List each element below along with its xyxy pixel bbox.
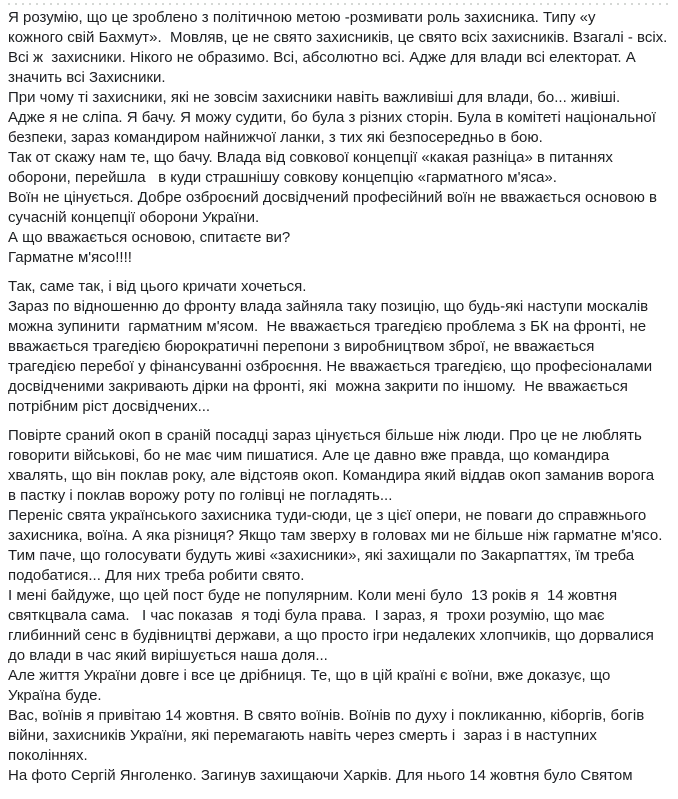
post-line: вважається трагедією бюрократичні перепони з виробництвом зброї, не вважається [8, 338, 595, 355]
post-line: безпеки, зараз командиром найнижчої ланки, з тих які безпосередньо в бою. [8, 129, 543, 146]
post-line: На фото Сергій Янголенко. Загинув захищаючи Харків. Для нього 14 жовтня було Святом [8, 767, 633, 784]
post-line: Воїн не цінується. Добре озброєний досвідчений професійний воїн не вважається основою в [8, 189, 657, 206]
post-line: Так от скажу нам те, що бачу. Влада від совкової концепції «какая разніца» в питаннях [8, 149, 613, 166]
post-paragraph [8, 277, 672, 297]
post-line: Тим паче, що голосувати будуть живі «захисники», які захищали по Закарпаттях, їм треба [8, 547, 635, 564]
post-line: до влади в час який вирішується наша доля... [8, 647, 328, 664]
post-line: досвідченими закривають дірки на фронті, які можна закрити по іншому. Не вважається [8, 378, 628, 395]
post-paragraph [8, 586, 672, 666]
post-line: Переніс свята українського захисника туди-сюди, це з цієї опери, не поваги до справжнього [8, 507, 647, 524]
post-line: кожного свій Бахмут». Мовляв, це не свято захисників, це свято всіх захисників. Взагалі - всіх. [8, 29, 668, 46]
post-line: Адже я не сліпа. Я бачу. Я можу судити, бо була з різних сторін. Була в комітеті національної [8, 109, 656, 126]
post-line: потрібним ріст досвідчених... [8, 398, 211, 415]
post-line: оборони, перейшла в куди страшнішу совкову концепцію «гарматного м'яса». [8, 169, 557, 186]
post-line: глибинний сенс в будівництві держави, а що просто ігри недалеких хлопчиків, що дорвалися [8, 627, 654, 644]
post-paragraph [8, 248, 672, 268]
post-line: Я розумію, що це зроблено з політичною метою -розмивати роль захисника. Типу «у [8, 9, 596, 26]
post-paragraph [8, 297, 672, 417]
post-line: значить всі Захисники. [8, 69, 166, 86]
post-line: Гарматне м'ясо!!!! [8, 249, 132, 266]
post-line: трагедією перебої у фінансуванні озброєння. Не вважається трагедією, що професіоналами [8, 358, 653, 375]
post-paragraph [8, 108, 672, 148]
post-line: війни, захисників України, які перемагають навіть через смерть і зараз і в наступних [8, 727, 597, 744]
post-line: При чому ті захисники, які не зовсім захисники навіть важливіші для влади, бо... живіші. [8, 89, 621, 106]
post-line: можна зупинити гарматним м'ясом. Не вважається трагедією проблема з БК на фронті, не [8, 318, 647, 335]
post-line: Повірте сраний окоп в сраній посадці зараз цінується більше ніж люди. Про це не люблять [8, 427, 642, 444]
post-body [0, 5, 678, 786]
post-line: Всі ж захисники. Нікого не образимо. Всі, абсолютно всі. Адже для влади всі електорат. А [8, 49, 636, 66]
post-line: А що вважається основою, спитаєте ви? [8, 229, 291, 246]
post-paragraph [8, 88, 672, 108]
post-paragraph [8, 706, 672, 766]
post-paragraph [8, 148, 672, 188]
page [0, 3, 678, 799]
post-paragraph [8, 666, 672, 706]
post-line: сучасній концепції оборони України. [8, 209, 260, 226]
post-line: Зараз по відношенню до фронту влада зайняла таку позицію, що будь-які наступи москалів [8, 298, 649, 315]
post-line: захисника, воїна. А яка різниця? Якщо там зверху в головах ми не більше ніж гарматне м'ясо. [8, 527, 663, 544]
post-line: говорити військові, бо не має чим пишатися. Але це давно вже правда, що командира [8, 447, 610, 464]
post-line: Але життя України довге і все це дрібниця. Те, що в цій країні є воїни, вже доказує, що [8, 667, 611, 684]
post-paragraph [8, 426, 672, 506]
post-line: Так, саме так, і від цього кричати хочеться. [8, 278, 307, 295]
post-line: поколіннях. [8, 747, 88, 764]
post-paragraph [8, 188, 672, 228]
post-paragraph [8, 766, 672, 786]
post-line: в пастку і поклав ворожу роту по голівці не погладять... [8, 487, 393, 504]
post-line: подобатися... Для них треба робити свято. [8, 567, 305, 584]
post-line: святкцвала сама. І час показав я тоді була права. І зараз, я трохи розумію, що має [8, 607, 605, 624]
post-paragraph [8, 506, 672, 586]
post-line: Вас, воїнів я привітаю 14 жовтня. В свято воїнів. Воїнів по духу і покликанню, кіборгів, богів [8, 707, 645, 724]
post-paragraph [8, 228, 672, 248]
post-line: Україна буде. [8, 687, 102, 704]
post-paragraph [8, 8, 672, 88]
post-line: І мені байдуже, що цей пост буде не популярним. Коли мені було 13 років я 14 жовтня [8, 587, 618, 604]
post-line: хвалять, що він поклав року, але відстояв окоп. Командира який віддав окоп заманив ворога [8, 467, 655, 484]
